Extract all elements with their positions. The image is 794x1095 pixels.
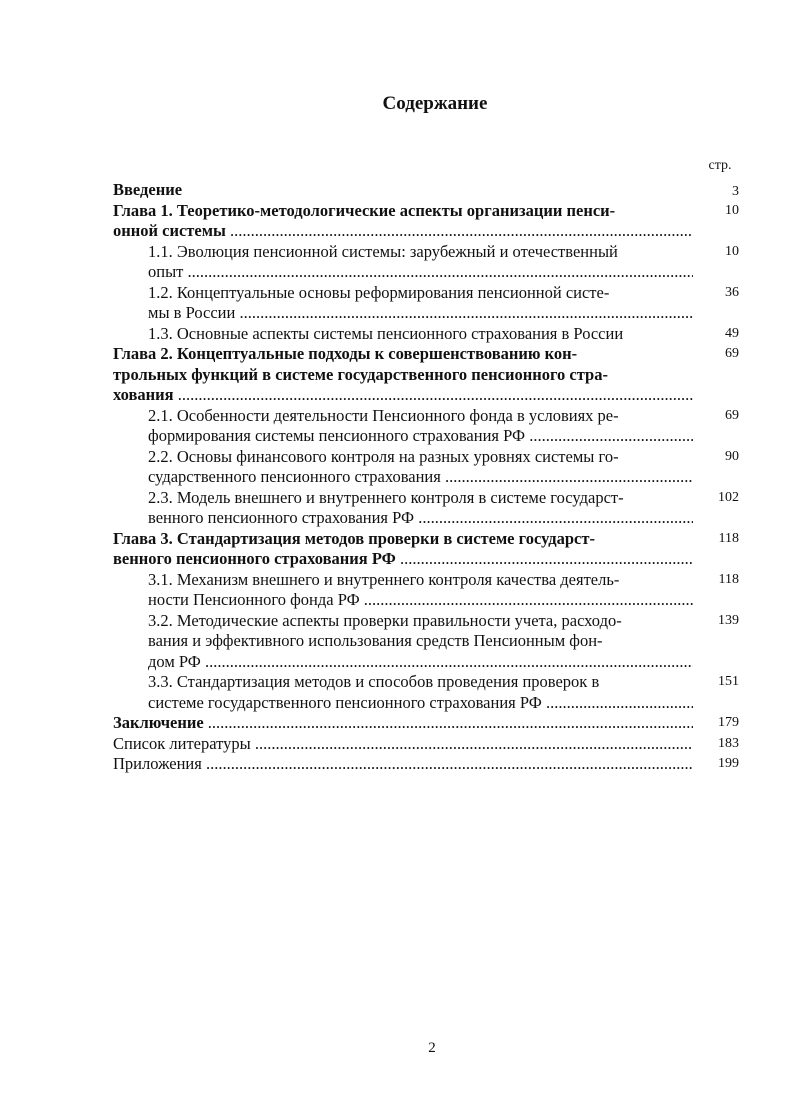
toc-entry-section-2-1 — [113, 406, 743, 447]
toc-entry-text: 3.3. Стандартизация методов и способов проведения проверок в — [148, 672, 600, 691]
toc-entry-text: Глава 2. Концептуальные подходы к совершенствованию кон- — [113, 344, 578, 363]
toc-page-number: 118 — [718, 571, 739, 587]
page-column-header: стр. — [708, 158, 732, 173]
toc-page-number: 10 — [725, 243, 739, 259]
toc-page-number: 102 — [718, 489, 739, 505]
toc-entry-text: хования ..... — [113, 385, 693, 406]
table-of-contents — [113, 180, 743, 775]
toc-entry-bibliography — [113, 734, 743, 755]
toc-entry-text: мы в России ..... — [148, 303, 693, 324]
toc-entry-conclusion — [113, 713, 743, 734]
toc-page-number: 118 — [718, 530, 739, 546]
toc-entry-text: ности Пенсионного фонда РФ ..... — [148, 590, 693, 611]
toc-page-number: 10 — [725, 202, 739, 218]
toc-entry-text: Глава 3. Стандартизация методов проверки в системе государст- — [113, 528, 595, 548]
toc-entry-text: формирования системы пенсионного страхования РФ ..... — [148, 426, 693, 447]
toc-entry-text: системе государственного пенсионного страхования РФ ..... — [148, 693, 693, 714]
toc-entry-text: 3.1. Механизм внешнего и внутреннего контроля качества деятель- — [148, 569, 620, 589]
toc-page-number: 90 — [725, 448, 739, 464]
toc-entry-text: вания и эффективного использования средств Пенсионным фон- — [148, 631, 603, 650]
toc-entry-text: 2.3. Модель внешнего и внутреннего контроля в системе государст- — [148, 487, 624, 507]
toc-entry-text: венного пенсионного страхования РФ ..... — [113, 549, 693, 570]
toc-entry-text: онной системы ..... — [113, 221, 693, 242]
toc-entry-text: 1.1. Эволюция пенсионной системы: зарубежный и отечественный — [148, 241, 618, 261]
toc-entry-text: Глава 1. Теоретико-методологические аспекты организации пенси- — [113, 200, 616, 220]
toc-entry-section-1-1 — [113, 242, 743, 283]
toc-entry-text: Заключение ..... — [113, 713, 693, 734]
toc-entry-chapter-2 — [113, 344, 743, 406]
toc-entry-section-2-3 — [113, 488, 743, 529]
toc-entry-section-1-3 — [113, 324, 743, 345]
toc-entry-text: сударственного пенсионного страхования ..... — [148, 467, 693, 488]
toc-entry-text: опыт ..... — [148, 262, 693, 283]
toc-page-number: 199 — [718, 756, 739, 771]
toc-entry-text: 1.2. Концептуальные основы реформирования пенсионной систе- — [148, 282, 610, 302]
toc-entry-section-3-2 — [113, 611, 743, 673]
toc-entry-section-1-2 — [113, 283, 743, 324]
toc-entry-chapter-1 — [113, 201, 743, 242]
toc-entry-text: Список литературы ..... — [113, 734, 693, 755]
toc-entry-text: Введение — [113, 180, 183, 199]
page-title: Содержание — [382, 93, 488, 114]
toc-entry-text: венного пенсионного страхования РФ ..... — [148, 508, 693, 529]
toc-page-number: 183 — [718, 735, 739, 751]
toc-page-number: 139 — [718, 612, 739, 628]
toc-entry-text: дом РФ ..... — [148, 652, 693, 673]
toc-page-number: 69 — [725, 346, 739, 361]
toc-entry-introduction — [113, 180, 743, 201]
toc-page-number: 3 — [732, 184, 739, 199]
toc-entry-text: 1.3. Основные аспекты системы пенсионного страхования в России — [148, 323, 624, 343]
toc-page-number: 179 — [718, 715, 739, 730]
toc-entry-section-3-1 — [113, 570, 743, 611]
toc-entry-text: 2.1. Особенности деятельности Пенсионного фонда в условиях ре- — [148, 405, 619, 425]
toc-entry-text: 2.2. Основы финансового контроля на разных уровнях системы го- — [148, 446, 619, 466]
toc-entry-text: Приложения ..... — [113, 754, 693, 775]
toc-page-number: 69 — [725, 407, 739, 423]
toc-entry-section-2-2 — [113, 447, 743, 488]
toc-page-number: 36 — [725, 284, 739, 300]
toc-entry-text: 3.2. Методические аспекты проверки правильности учета, расходо- — [148, 610, 622, 630]
toc-page-number: 151 — [718, 674, 739, 689]
toc-entry-appendices — [113, 754, 743, 775]
toc-page-number: 49 — [725, 325, 739, 341]
toc-entry-chapter-3 — [113, 529, 743, 570]
toc-entry-section-3-3 — [113, 672, 743, 713]
toc-entry-text: трольных функций в системе государственного пенсионного стра- — [113, 364, 608, 384]
page-number: 2 — [428, 1040, 436, 1056]
